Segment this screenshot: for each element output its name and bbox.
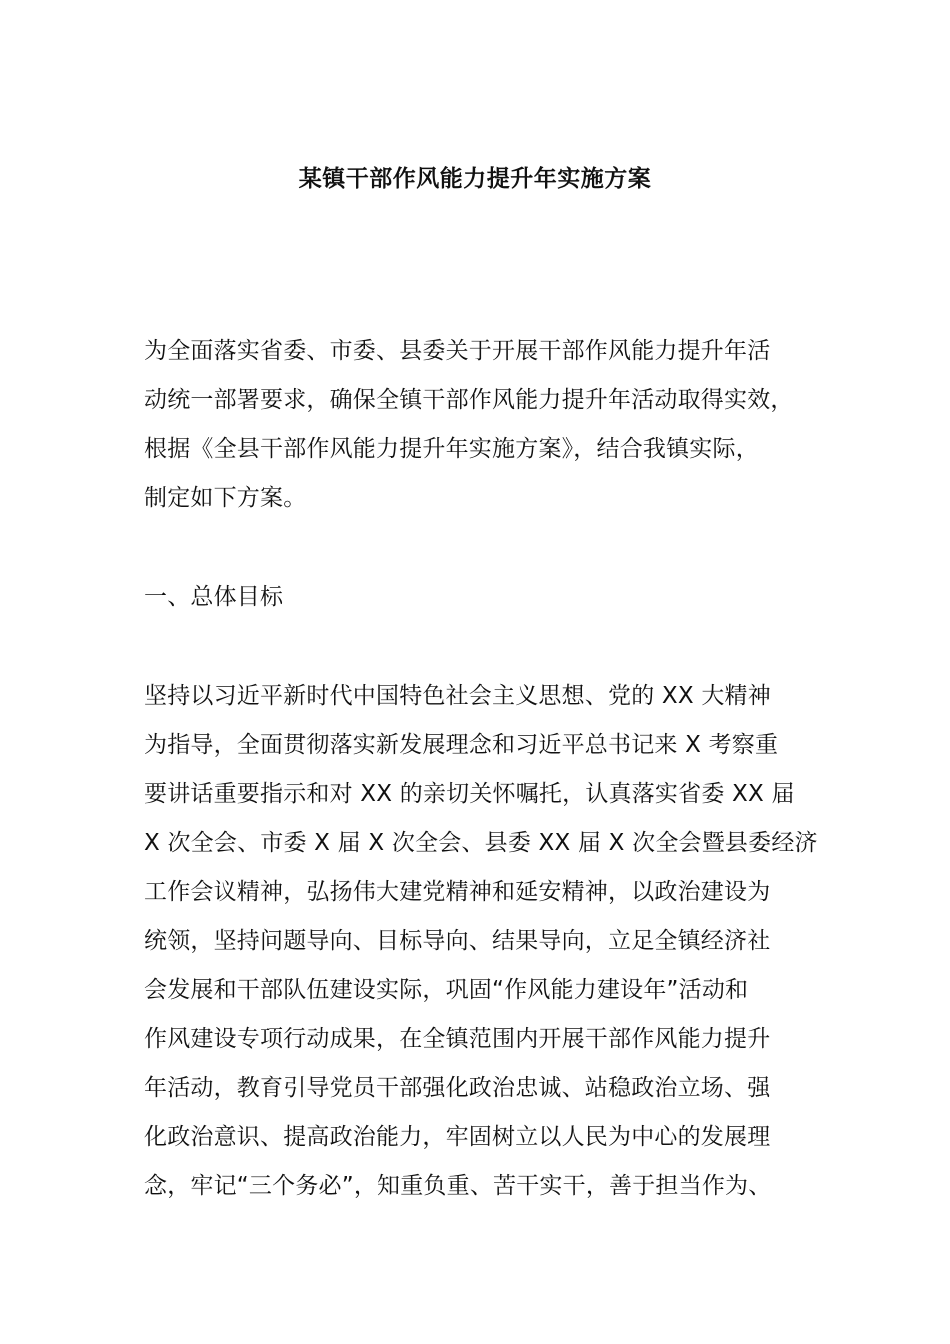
body-line: 会发展和干部队伍建设实际，巩固“作风能力建设年”活动和 (144, 977, 749, 1003)
intro-line: 为全面落实省委、市委、县委关于开展干部作风能力提升年活 (144, 338, 771, 364)
body-line: 作风建设专项行动成果，在全镇范围内开展干部作风能力提升 (144, 1026, 771, 1052)
body-line: 要讲话重要指示和对 XX 的亲切关怀嘱托，认真落实省委 XX 届 (144, 781, 795, 807)
section-heading: 一、总体目标 (144, 584, 284, 610)
document-title: 某镇干部作风能力提升年实施方案 (298, 166, 652, 192)
body-line: X 次全会、市委 X 届 X 次全会、县委 XX 届 X 次全会暨县委经济 (144, 830, 818, 856)
body-line: 念，牢记“三个务必”，知重负重、苦干实干，善于担当作为、 (144, 1173, 772, 1199)
intro-line: 根据《全县干部作风能力提升年实施方案》，结合我镇实际， (144, 436, 759, 462)
intro-line: 制定如下方案。 (144, 485, 307, 511)
intro-line: 动统一部署要求，确保全镇干部作风能力提升年活动取得实效， (144, 387, 794, 413)
body-line: 年活动，教育引导党员干部强化政治忠诚、站稳政治立场、强 (144, 1075, 771, 1101)
body-line: 坚持以习近平新时代中国特色社会主义思想、党的 XX 大精神 (144, 683, 771, 709)
body-line: 为指导，全面贯彻落实新发展理念和习近平总书记来 X 考察重 (144, 732, 779, 758)
body-line: 化政治意识、提高政治能力，牢固树立以人民为中心的发展理 (144, 1124, 771, 1150)
body-line: 统领，坚持问题导向、目标导向、结果导向，立足全镇经济社 (144, 928, 771, 954)
body-line: 工作会议精神，弘扬伟大建党精神和延安精神，以政治建设为 (144, 879, 771, 905)
